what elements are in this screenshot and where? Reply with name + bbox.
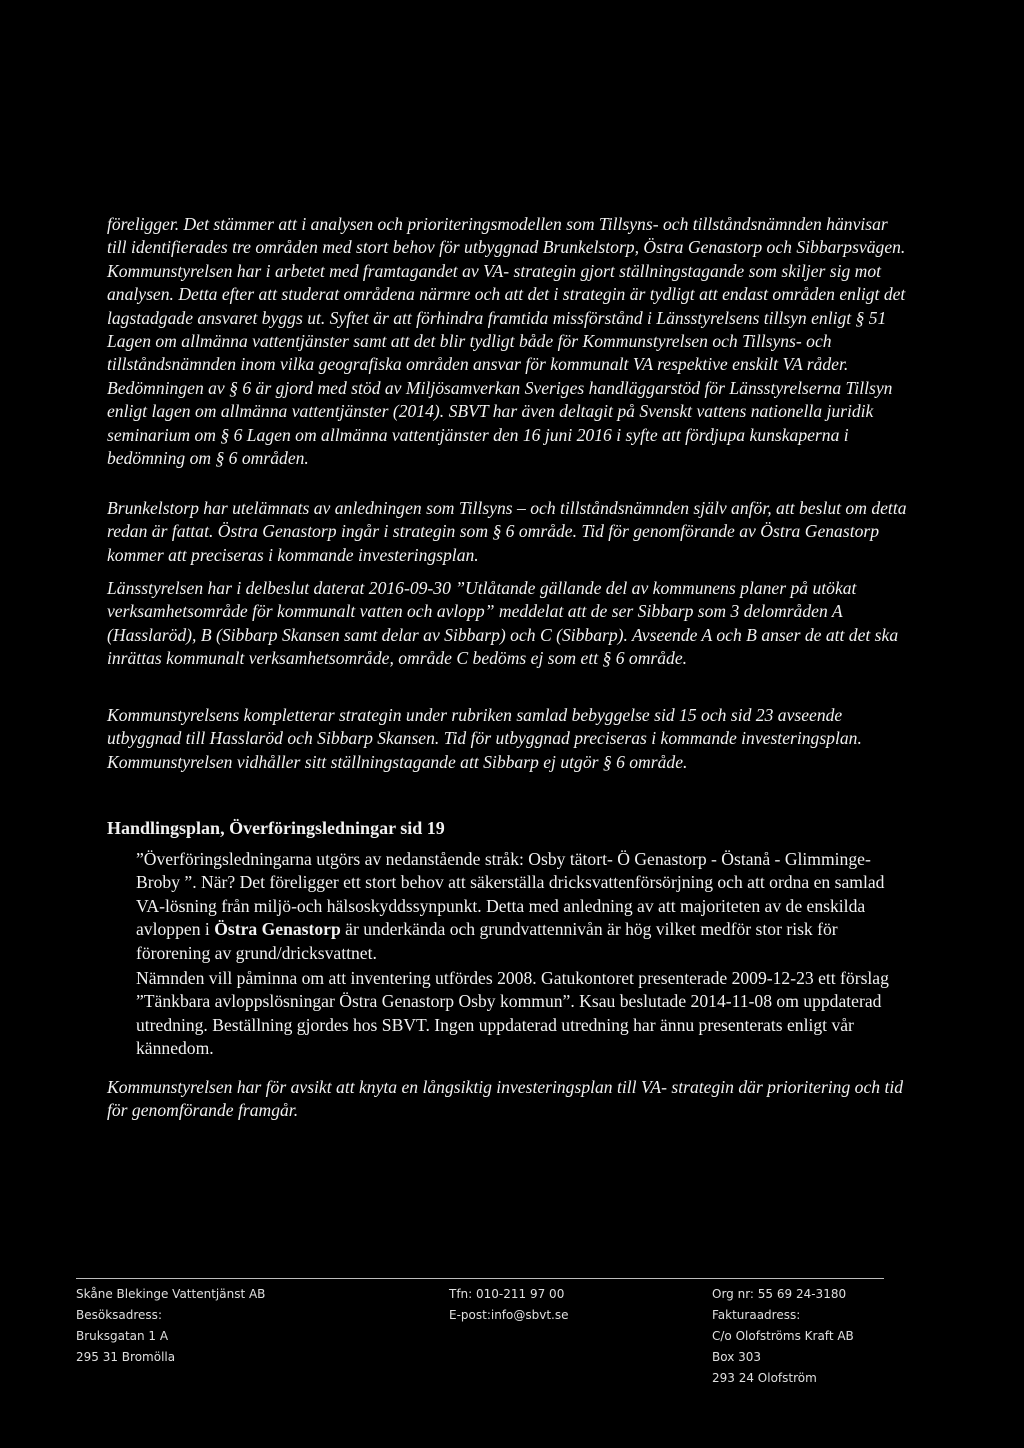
footer-org-number: Org nr: 55 69 24-3180 — [712, 1287, 847, 1301]
quote-overforingsledningar — [136, 848, 906, 965]
footer-divider — [76, 1278, 884, 1279]
section-heading: Handlingsplan, Överföringsledningar sid 19 — [107, 818, 445, 838]
paragraph-closing: Kommunstyrelsen har för avsikt att knyta en långsiktig investeringsplan till VA- strategin där prioritering och tid för genomförande framgår. — [107, 1077, 904, 1121]
footer-contact-column — [449, 1284, 569, 1326]
paragraph-brunkelstorp: Brunkelstorp har utelämnats av anledningen som Tillsyns – och tillståndsnämnden själv anför, att beslut om detta redan är fattat. Östra Genastorp ingår i strategin som § 6 område. Tid för genomförande av Östra Genastorp kommer att preciseras i kommande investeringsplan. — [107, 498, 907, 565]
footer-postal: 295 31 Bromölla — [76, 1350, 176, 1364]
quote-text-before: ”Överföringsledningarna utgörs av nedanstående stråk: Osby tätort- Ö Genastorp - Östanå - Glimminge- Broby ”. När? Det föreligger ett stort behov att säkerställa dricksvattenförsörjning och att ordna en samlad VA-lösning från miljö-och hälsoskyddssynpunkt. Detta med anledning av att majoriteten av de enskilda avloppen i — [136, 849, 885, 940]
footer-company-column — [76, 1284, 265, 1368]
footer-company-name: Skåne Blekinge Vattentjänst AB — [76, 1287, 266, 1301]
footer-invoice-label: Fakturaadress: — [712, 1308, 801, 1322]
footer-invoice-city: 293 24 Olofström — [712, 1371, 817, 1385]
paragraph-lansstyrelsen: Länsstyrelsen har i delbeslut daterat 2016-09-30 ”Utlåtande gällande del av kommunens planer på utökat verksamhetsområde för kommunalt vatten och avlopp” meddelat att de ser Sibbarp som 3 delområden A (Hasslaröd), B (Sibbarp Skansen samt delar av Sibbarp) och C (Sibbarp). Avseende A och B anser de att det ska inrättas kommunalt verksamhetsområde, område C bedöms ej som ett § 6 område. — [107, 578, 899, 669]
footer-invoice-box: Box 303 — [712, 1350, 762, 1364]
paragraph-kommunstyrelsens: Kommunstyrelsens kompletterar strategin under rubriken samlad bebyggelse sid 15 och sid 23 avseende utbyggnad till Hasslaröd och Sibbarp Skansen. Tid för utbyggnad preciseras i kommande investeringsplan. Kommunstyrelsen vidhåller sitt ställningstagande att Sibbarp ej utgör § 6 område. — [107, 705, 862, 772]
quote-bold-term: Östra Genastorp — [214, 919, 341, 940]
footer-invoice-co: C/o Olofströms Kraft AB — [712, 1329, 854, 1343]
footer-street: Bruksgatan 1 A — [76, 1329, 169, 1343]
quote-text-after: är underkända och grundvattennivån är hög vilket medför stor risk för förorening av grund/dricksvattnet. — [136, 919, 838, 963]
footer-visit-label: Besöksadress: — [76, 1308, 162, 1322]
footer-phone: Tfn: 010-211 97 00 — [449, 1287, 565, 1301]
footer-billing-column — [712, 1284, 854, 1389]
footer-email: E-post:info@sbvt.se — [449, 1308, 569, 1322]
paragraph-analysis: föreligger. Det stämmer att i analysen och prioriteringsmodellen som Tillsyns- och tillståndsnämnden hänvisar till identifierades tre områden med stort behov för utbyggnad Brunkelstorp, Östra Genastorp och Sibbarpsvägen. Kommunstyrelsen har i arbetet med framtagandet av VA- strategin gjort ställningstagande som skiljer sig mot analysen. Detta efter att studerat områdena närmre och att det i strategin är tydligt att endast områden enligt det lagstadgade ansvaret byggs ut. Syftet är att förhindra framtida missförstånd i Länsstyrelsens tillsyn enligt § 51 Lagen om allmänna vattentjänster samt att det blir tydligt både för Kommunstyrelsen och Tillsyns- och tillståndsnämnden inom vilka geografiska områden ansvar för kommunalt VA respektive enskilt VA råder. Bedömningen av § 6 är gjord med stöd av Miljösamverkan Sveriges handläggarstöd för Länsstyrelserna Tillsyn enligt lagen om allmänna vattentjänster (2014). SBVT har även deltagit på Svenskt vattens nationella juridik seminarium om § 6 Lagen om allmänna vattentjänster den 16 juni 2016 i syfte att fördjupa kunskaperna i bedömning om § 6 områden. — [107, 214, 906, 469]
quote-namnden: Nämnden vill påminna om att inventering utfördes 2008. Gatukontoret presenterade 2009-12-23 ett förslag ”Tänkbara avloppslösningar Östra Genastorp Osby kommun”. Ksau beslutade 2014-11-08 om uppdaterad utredning. Beställning gjordes hos SBVT. Ingen uppdaterad utredning har ännu presenterats enligt vår kännedom. — [136, 968, 889, 1059]
